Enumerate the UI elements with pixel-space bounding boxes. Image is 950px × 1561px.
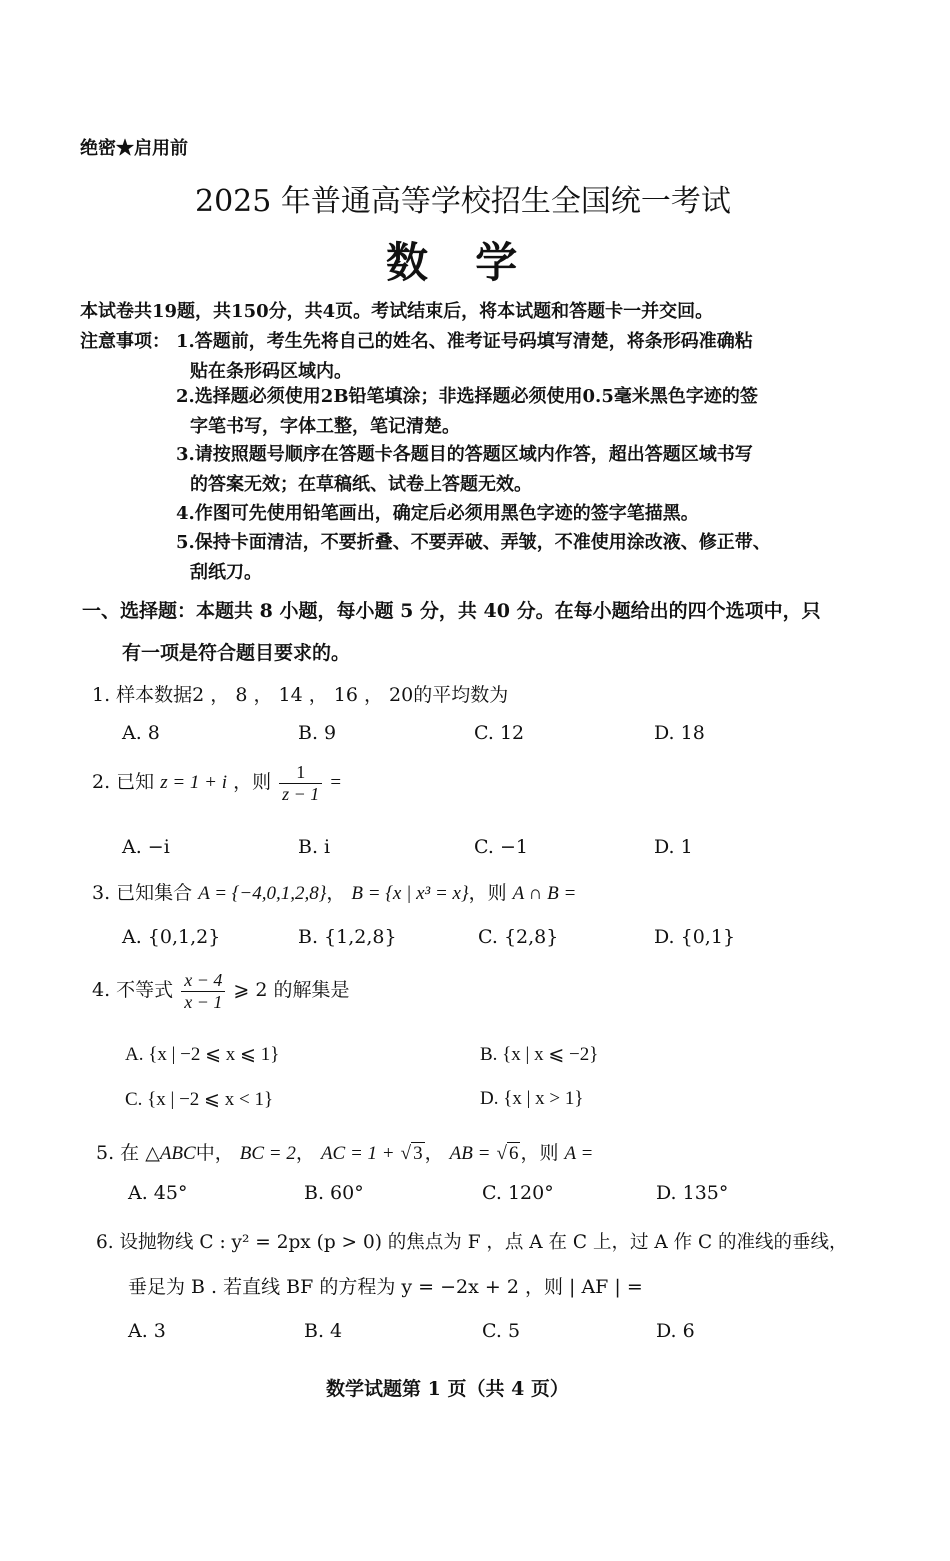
q3-option-c: C. {2,8} bbox=[478, 926, 559, 948]
confidential-mark: 绝密★启用前 bbox=[80, 138, 188, 159]
section-heading-line1: 一、选择题：本题共 8 小题，每小题 5 分，共 40 分。在每小题给出的四个选项中，只 bbox=[82, 600, 821, 622]
q5-ac-prefix: AC = 1 + bbox=[320, 1143, 395, 1164]
q5-option-a: A. 45° bbox=[128, 1182, 188, 1204]
q6-option-c: C. 5 bbox=[482, 1320, 521, 1342]
q3-mid: ，则 bbox=[468, 882, 507, 904]
q1-option-b: B. 9 bbox=[298, 722, 337, 744]
q2-fraction bbox=[279, 762, 322, 804]
q5-sep2: ， bbox=[424, 1142, 444, 1164]
note-2-line2: 字笔书写，字体工整，笔记清楚。 bbox=[190, 416, 460, 437]
q5-triangle: △ABC bbox=[145, 1143, 196, 1164]
q5-mid1: 中， bbox=[195, 1142, 234, 1164]
q1-option-d: D. 18 bbox=[654, 722, 705, 744]
q2-option-d: D. 1 bbox=[654, 836, 693, 858]
question-6-line1: 6. 设抛物线 C : y² = 2px (p > 0) 的焦点为 F ，点 A 在 C 上，过 A 作 C 的准线的垂线， bbox=[96, 1232, 848, 1253]
section-heading-line2: 有一项是符合题目要求的。 bbox=[122, 642, 351, 664]
q5-ac-sqrt: √ 3 bbox=[400, 1143, 423, 1164]
note-5-line1: 5.保持卡面清洁，不要折叠、不要弄破、弄皱，不准使用涂改液、修正带、 bbox=[176, 532, 771, 553]
q4-fraction-denominator: x − 1 bbox=[184, 991, 223, 1012]
q4-option-d: D. {x | x > 1} bbox=[480, 1088, 584, 1109]
q4-option-c: C. {x | −2 ⩽ x < 1} bbox=[125, 1089, 274, 1110]
q4-option-b: B. {x | x ⩽ −2} bbox=[480, 1044, 599, 1065]
q6-option-b: B. 4 bbox=[304, 1320, 343, 1342]
q4-suffix: ⩾ 2 的解集是 bbox=[233, 979, 350, 1002]
question-3-stem bbox=[92, 878, 576, 905]
q2-mid: ，则 bbox=[233, 771, 272, 794]
question-4-stem bbox=[92, 970, 350, 1012]
question-6-line2: 垂足为 B . 若直线 BF 的方程为 y = −2x + 2 ，则 | AF | = bbox=[128, 1276, 643, 1298]
q4-prefix: 4. 不等式 bbox=[92, 979, 174, 1002]
q3-option-b: B. {1,2,8} bbox=[298, 926, 397, 948]
question-5-stem bbox=[96, 1138, 593, 1165]
q3-separator: ， bbox=[326, 882, 346, 904]
q1-option-c: C. 12 bbox=[474, 722, 525, 744]
q2-condition: z = 1 + i bbox=[160, 772, 228, 794]
q5-option-b: B. 60° bbox=[304, 1182, 364, 1204]
q5-ab-sqrt: √ 6 bbox=[496, 1143, 519, 1164]
q5-ac-radicand: 3 bbox=[413, 1143, 423, 1164]
q5-ask: A = bbox=[564, 1143, 594, 1164]
q1-option-a: A. 8 bbox=[122, 722, 160, 744]
note-1-line1: 1.答题前，考生先将自己的姓名、准考证号码填写清楚，将条形码准确粘 bbox=[176, 331, 753, 352]
exam-summary: 本试卷共19题，共150分，共4页。考试结束后，将本试题和答题卡一并交回。 bbox=[80, 301, 714, 322]
q3-option-d: D. {0,1} bbox=[654, 926, 736, 948]
note-2-line1: 2.选择题必须使用2B铅笔填涂；非选择题必须使用0.5毫米黑色字迹的签 bbox=[176, 386, 758, 407]
q6-option-a: A. 3 bbox=[128, 1320, 166, 1342]
q4-option-a: A. {x | −2 ⩽ x ⩽ 1} bbox=[125, 1044, 280, 1065]
q5-ab-radicand: 6 bbox=[508, 1143, 519, 1164]
q4-fraction bbox=[181, 970, 225, 1012]
subject-title: 数 学 bbox=[386, 238, 524, 287]
q5-ab-prefix: AB = bbox=[449, 1143, 491, 1164]
q5-bc: BC = 2 bbox=[239, 1143, 296, 1164]
question-2-stem bbox=[92, 762, 341, 804]
question-1-stem: 1. 样本数据2 ， 8 ， 14 ， 16 ， 20的平均数为 bbox=[92, 684, 509, 706]
note-3-line1: 3.请按照题号顺序在答题卡各题目的答题区域内作答，超出答题区域书写 bbox=[176, 444, 753, 465]
q5-sep1: ， bbox=[295, 1142, 315, 1164]
q3-set-b: B = {x | x³ = x} bbox=[351, 883, 469, 904]
note-3-line2: 的答案无效；在草稿纸、试卷上答题无效。 bbox=[190, 474, 532, 495]
q4-fraction-numerator: x − 4 bbox=[181, 970, 225, 992]
q2-prefix: 2. 已知 bbox=[92, 771, 155, 794]
q5-option-c: C. 120° bbox=[482, 1182, 554, 1204]
q2-fraction-denominator: z − 1 bbox=[282, 783, 320, 804]
q2-option-a: A. −i bbox=[122, 836, 170, 858]
q2-equals: = bbox=[330, 772, 342, 794]
q2-option-c: C. −1 bbox=[474, 836, 528, 858]
exam-title: 2025 年普通高等学校招生全国统一考试 bbox=[195, 184, 731, 219]
q3-prefix: 3. 已知集合 bbox=[92, 882, 193, 904]
notes-label: 注意事项： bbox=[80, 331, 170, 352]
q2-option-b: B. i bbox=[298, 836, 331, 858]
page-footer: 数学试题第 1 页（共 4 页） bbox=[326, 1378, 569, 1400]
q5-mid2: ，则 bbox=[520, 1142, 559, 1164]
note-4-line1: 4.作图可先使用铅笔画出，确定后必须用黑色字迹的签字笔描黑。 bbox=[176, 503, 699, 524]
q3-set-a: A = {−4,0,1,2,8} bbox=[198, 883, 327, 904]
note-1-line2: 贴在条形码区域内。 bbox=[190, 361, 352, 382]
q3-option-a: A. {0,1,2} bbox=[122, 926, 221, 948]
q6-option-d: D. 6 bbox=[656, 1320, 695, 1342]
q5-option-d: D. 135° bbox=[656, 1182, 729, 1204]
note-5-line2: 刮纸刀。 bbox=[190, 562, 262, 583]
q2-fraction-numerator: 1 bbox=[279, 762, 322, 784]
q5-prefix: 5. 在 bbox=[96, 1142, 140, 1164]
q3-expression: A ∩ B = bbox=[512, 883, 577, 904]
